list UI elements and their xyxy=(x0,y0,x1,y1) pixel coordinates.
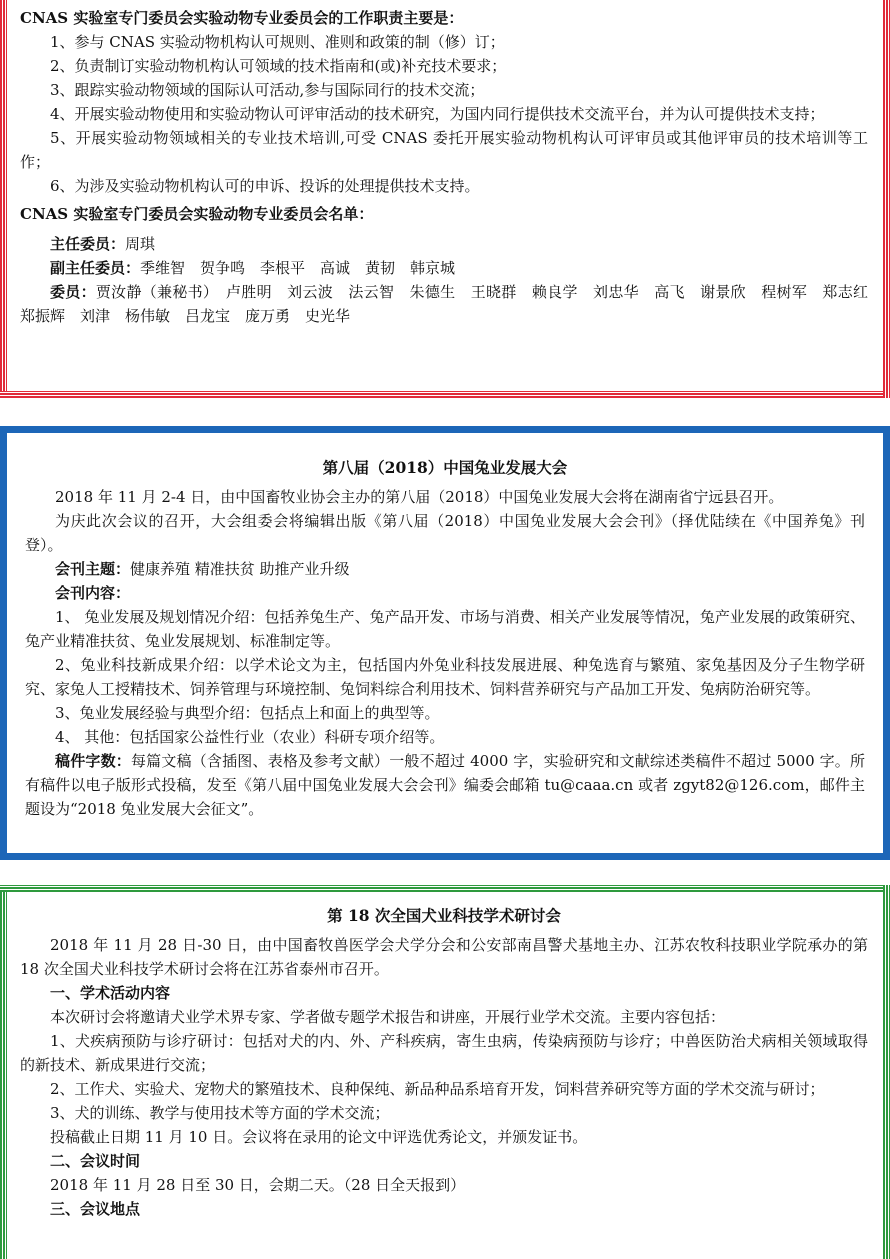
theme-text: 健康养殖 精准扶贫 助推产业升级 xyxy=(130,560,350,578)
content-item: 2、兔业科技新成果介绍：以学术论文为主，包括国内外兔业科技发展进展、种兔选育与繁殖、家兔基因及分子生物学研究、家兔人工授精技术、饲养管理与环境控制、兔饲料综合利用技术、饲料营养研究与产品加工开发、兔病防治研究等。 xyxy=(25,656,865,698)
content-label-line xyxy=(25,581,865,605)
dog-paragraph: 2018 年 11 月 28 日至 30 日，会期二天。（28 日全天报到） xyxy=(50,1176,466,1194)
green-dotted-border xyxy=(0,885,890,892)
duty-item: 4、开展实验动物使用和实验动物认可评审活动的技术研究，为国内同行提供技术交流平台，并为认可提供技术支持； xyxy=(50,105,825,123)
dog-paragraph: 2018 年 11 月 28 日-30 日，由中国畜牧兽医学会犬学分会和公安部南昌警犬基地主办、江苏农牧科技职业学院承办的第 18 次全国犬业科技学术研讨会将在江苏省泰州市召开。 xyxy=(20,936,868,978)
duty-item: 2、负责制订实验动物机构认可领域的技术指南和(或)补充技术要求； xyxy=(50,57,507,75)
rabbit-paragraph: 2018 年 11 月 2-4 日，由中国畜牧业协会主办的第八届（2018）中国兔业发展大会将在湖南省宁远县召开。 xyxy=(55,488,784,506)
chair-name: 周琪 xyxy=(125,235,156,253)
dog-symposium-title: 第 18 次全国犬业科技学术研讨会 xyxy=(327,906,561,925)
theme-line xyxy=(25,557,865,581)
vice-chair-line xyxy=(20,256,868,280)
section-lab-animal-committee xyxy=(0,0,890,398)
duties-heading: CNAS 实验室专门委员会实验动物专业委员会的工作职责主要是： xyxy=(20,9,464,27)
dog-paragraph: 投稿截止日期 11 月 10 日。会议将在录用的论文中评选优秀论文，并颁发证书。 xyxy=(50,1128,588,1146)
vice-chair-label: 副主任委员： xyxy=(50,259,141,277)
content-item: 4、 其他：包括国家公益性行业（农业）科研专项介绍等。 xyxy=(55,728,445,746)
vice-chair-names: 季维智 贺争鸣 李根平 高诚 黄韧 韩京城 xyxy=(140,259,456,277)
dog-paragraph: 本次研讨会将邀请犬业学术界专家、学者做专题学术报告和讲座，开展行业学术交流。主要内容包括： xyxy=(50,1008,726,1026)
rabbit-paragraph: 为庆此次会议的召开，大会组委会将编辑出版《第八届（2018）中国兔业发展大会会刊》（择优陆续在《中国养兔》刊登）。 xyxy=(25,512,865,554)
duty-item: 3、跟踪实验动物领域的国际认可活动,参与国际同行的技术交流； xyxy=(50,81,485,99)
dog-item: 3、犬的训练、教学与使用技术等方面的学术交流； xyxy=(50,1104,390,1122)
content-item: 1、 兔业发展及规划情况介绍：包括养兔生产、兔产品开发、市场与消费、相关产业发展等情况，兔产业发展的政策研究、兔产业精准扶贫、兔业发展规划、标准制定等。 xyxy=(25,608,865,650)
section-rabbit-conference xyxy=(0,426,890,860)
dog-subheading: 二、会议时间 xyxy=(50,1152,141,1170)
duty-item: 1、参与 CNAS 实验动物机构认可规则、准则和政策的制（修）订； xyxy=(50,33,505,51)
members-names: 贾汝静（兼秘书） 卢胜明 刘云波 法云智 朱德生 王晓群 赖良学 刘忠华 高飞 谢景欣 程树军 郑志红 郑振辉 刘津 杨伟敏 吕龙宝 庞万勇 史光华 xyxy=(20,283,884,325)
content-item: 3、兔业发展经验与典型介绍：包括点上和面上的典型等。 xyxy=(55,704,440,722)
dog-item: 2、工作犬、实验犬、宠物犬的繁殖技术、良种保纯、新品种品系培育开发，饲料营养研究等方面的学术交流与研讨； xyxy=(50,1080,825,1098)
words-label: 稿件字数： xyxy=(55,752,131,770)
dog-subheading: 一、学术活动内容 xyxy=(50,984,171,1002)
red-dotted-border xyxy=(0,391,890,398)
duty-item: 6、为涉及实验动物机构认可的申诉、投诉的处理提供技术支持。 xyxy=(50,177,480,195)
words-text: 每篇文稿（含插图、表格及参考文献）一般不超过 4000 字，实验研究和文献综述类稿件不超过 5000 字。所有稿件以电子版形式投稿，发至《第八届中国兔业发展大会会刊》编委会邮箱 tu@caaa.cn 或者 zgyt82@126.com，邮件主题设为“2018 兔业发展大会征文”。 xyxy=(25,752,865,818)
chair-line xyxy=(20,232,868,256)
theme-label: 会刊主题： xyxy=(55,560,131,578)
dog-subheading: 三、会议地点 xyxy=(50,1200,141,1218)
content-label: 会刊内容： xyxy=(55,584,131,602)
chair-label: 主任委员： xyxy=(50,235,126,253)
section-dog-symposium xyxy=(0,885,890,1259)
rabbit-conference-title: 第八届（2018）中国兔业发展大会 xyxy=(322,458,568,477)
member-list-heading: CNAS 实验室专门委员会实验动物专业委员会名单： xyxy=(20,205,374,223)
duty-item: 5、开展实验动物领域相关的专业技术培训,可受 CNAS 委托开展实验动物机构认可评审员或其他评审员的技术培训等工作； xyxy=(20,129,868,171)
members-line xyxy=(20,280,884,328)
dog-item: 1、犬疾病预防与诊疗研讨：包括对犬的内、外、产科疾病，寄生虫病，传染病预防与诊疗；中兽医防治犬病相关领域取得的新技术、新成果进行交流； xyxy=(20,1032,868,1074)
words-line xyxy=(25,749,865,821)
members-label: 委员： xyxy=(50,283,96,301)
